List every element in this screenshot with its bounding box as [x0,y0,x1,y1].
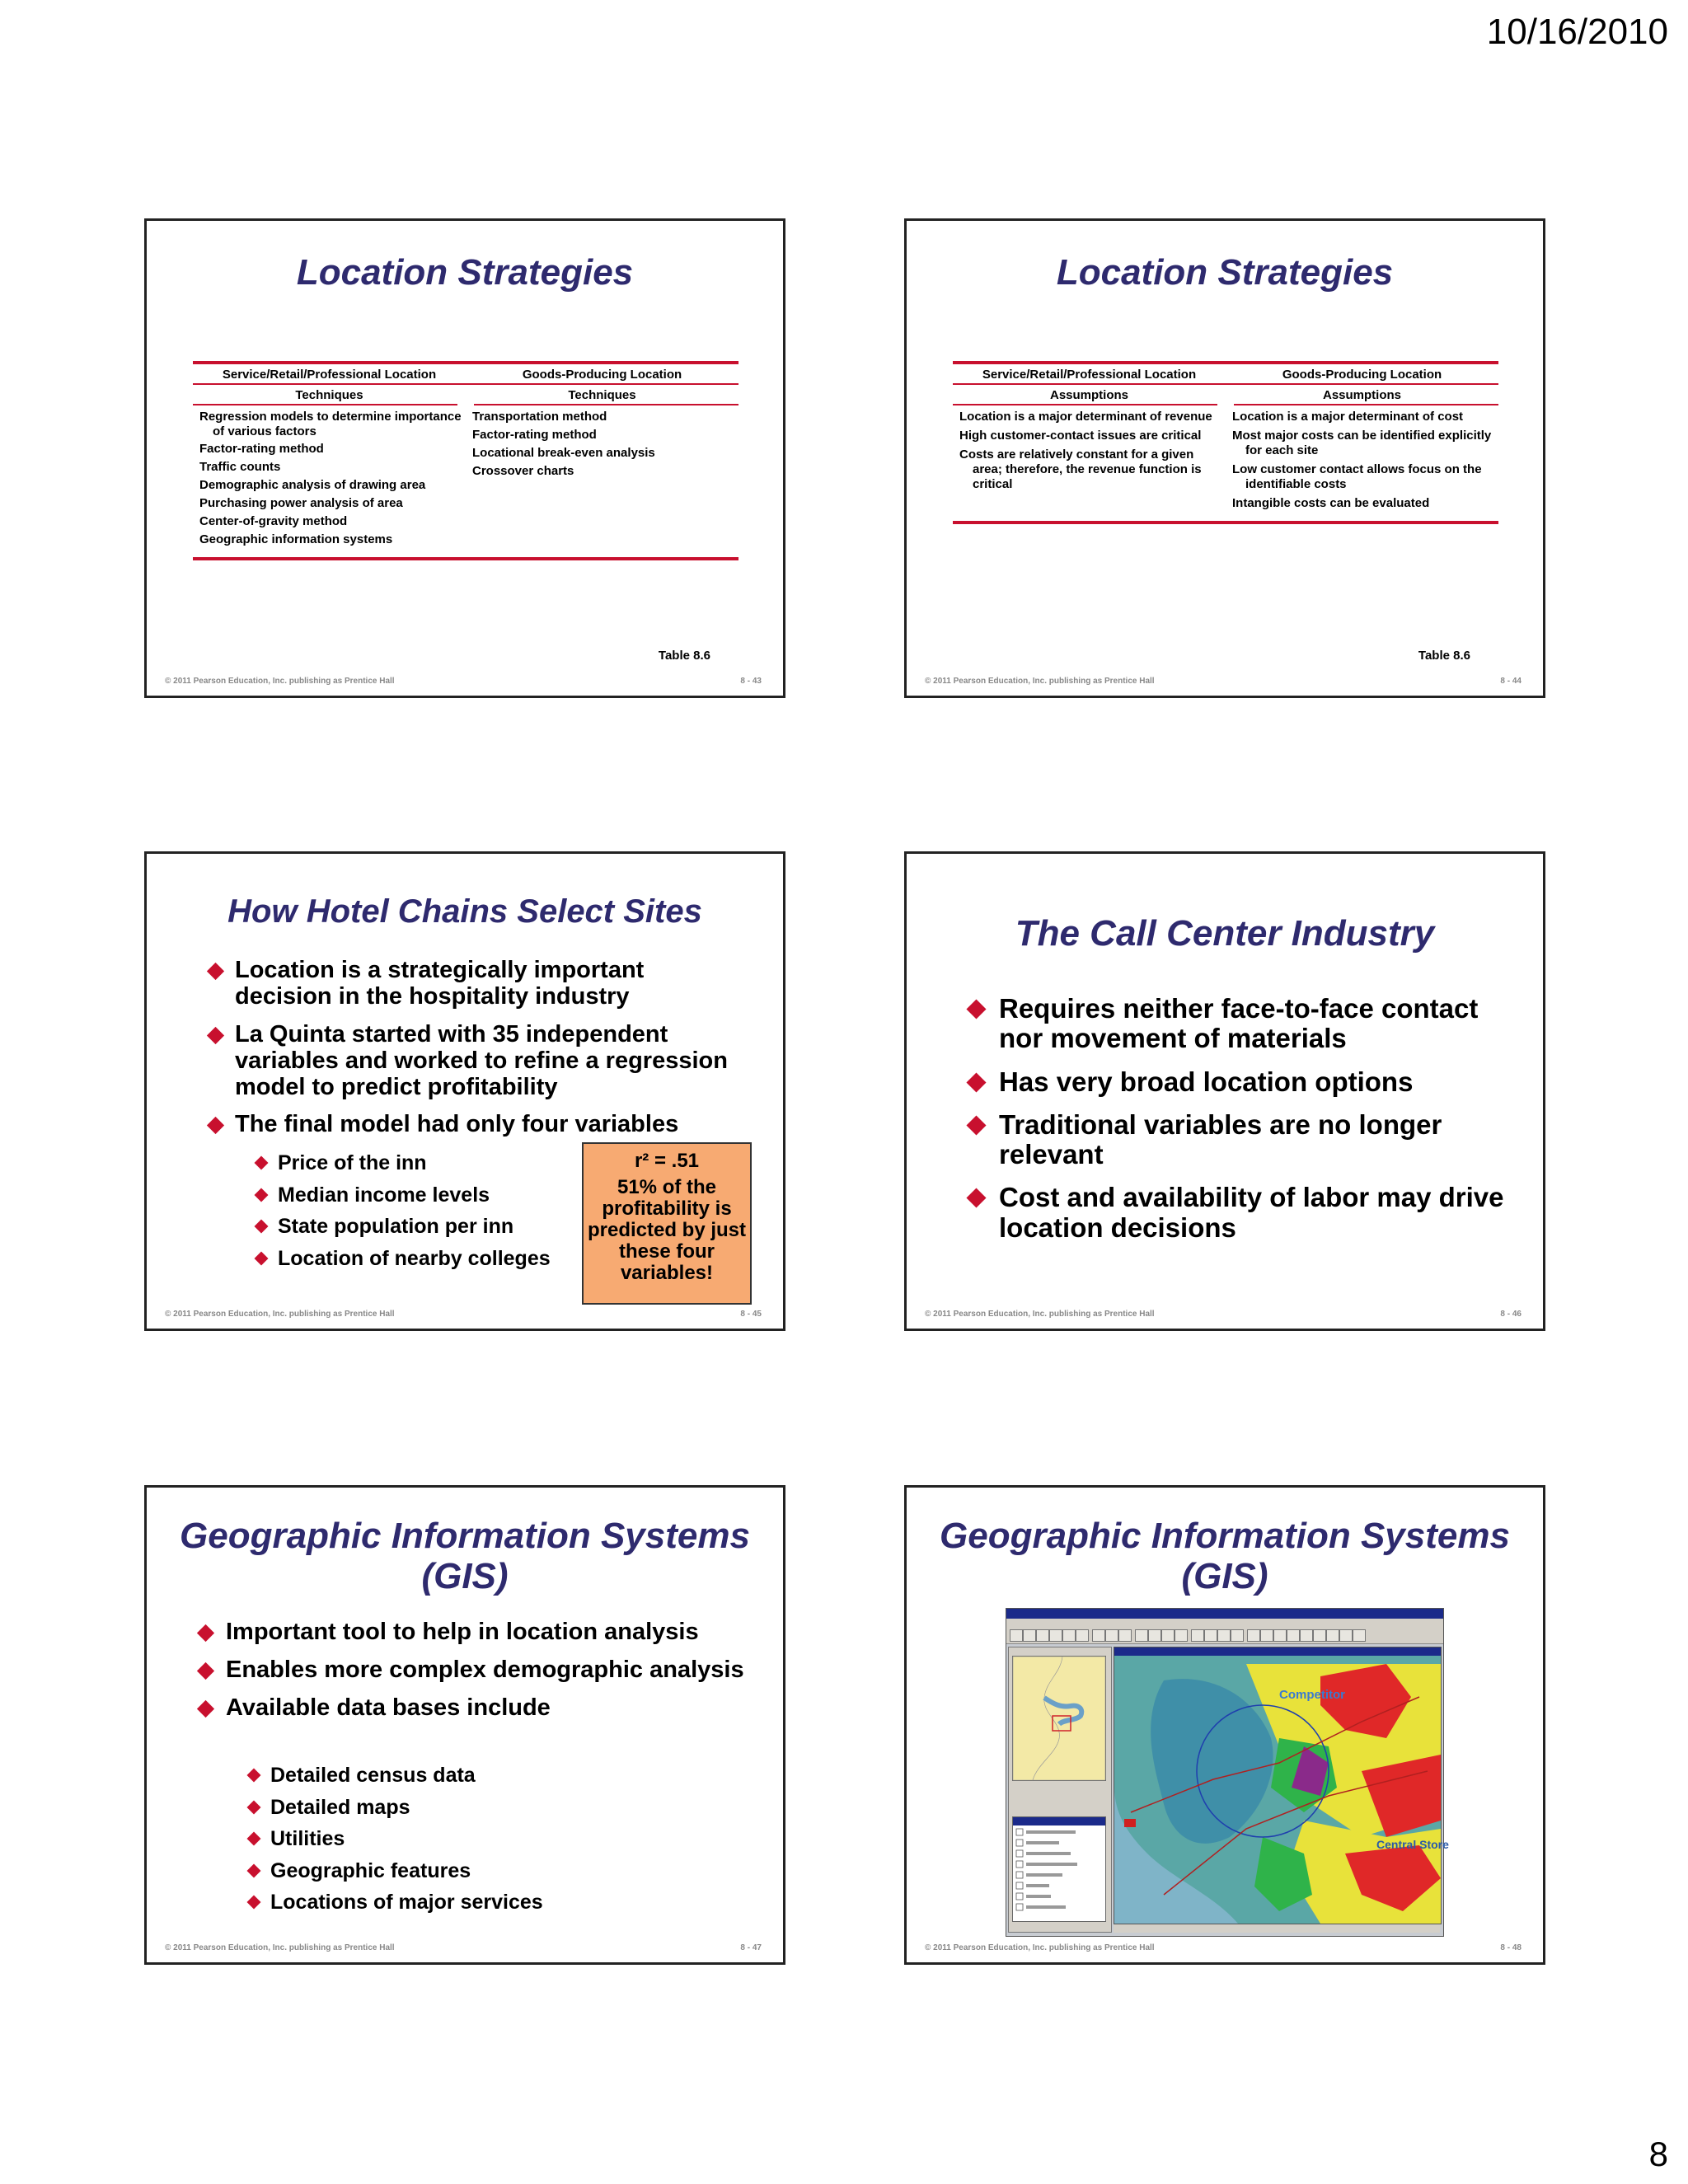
slide-title: Location Strategies [296,252,634,293]
list-item: Center-of-gravity method [199,514,348,528]
copyright-footer: © 2011 Pearson Education, Inc. publishing as Prentice Hall [925,1943,1155,1952]
bullet-list [199,1619,760,1722]
copyright-footer: © 2011 Pearson Education, Inc. publishing as Prentice Hall [925,1310,1155,1319]
list-item: Crossover charts [472,464,574,478]
list-item: Factor-rating method [199,442,324,456]
subheader-left: Techniques [295,388,363,402]
bullet-item: Cost and availability of labor may drive location decisions [969,1183,1513,1243]
list-item: Traffic counts [199,460,281,474]
callout-r-squared: r² = .51 [634,1150,700,1172]
slide-title: Geographic Information Systems (GIS) [940,1516,1510,1597]
sub-bullet-item: Detailed maps [249,1797,710,1820]
bullet-item: Important tool to help in location analysis [199,1619,760,1646]
list-item: Purchasing power analysis of area [199,496,403,510]
gis-menubar [1006,1619,1443,1627]
slide-number: 8 - 48 [1500,1943,1522,1952]
bullet-item: Has very broad location options [969,1067,1513,1097]
r-squared-callout [582,1142,752,1305]
bullet-item: Traditional variables are no longer relevant [969,1110,1513,1170]
header-left: Service/Retail/Professional Location [982,368,1197,382]
diamond-bullet-icon [197,1700,214,1718]
bullet-item: The final model had only four variables [209,1112,737,1138]
diamond-bullet-icon [247,1769,261,1783]
left-column [193,410,466,551]
diamond-bullet-icon [207,1027,224,1044]
diamond-bullet-icon [255,1188,269,1202]
bullet-item: Location is a strategically important decision in the hospitality industry [209,958,737,1010]
bullet-item: Enables more complex demographic analysis [199,1657,760,1684]
subheader-right: Techniques [568,388,636,402]
slide-gis-map [904,1485,1545,1965]
subheader-left: Assumptions [1049,388,1128,402]
diamond-bullet-icon [247,1800,261,1814]
slide-title: How Hotel Chains Select Sites [227,893,702,930]
list-item: Costs are relatively constant for a given area; therefore, the revenue function is critical [959,448,1202,491]
list-item: Intangible costs can be evaluated [1232,496,1430,510]
diamond-bullet-icon [247,1832,261,1846]
slide-gis-text [144,1485,785,1965]
list-item: High customer-contact issues are critical [959,429,1202,443]
right-column [466,410,738,551]
table-bottom-rule [953,521,1498,524]
list-item: Locational break-even analysis [472,446,655,460]
diamond-bullet-icon [197,1662,214,1680]
gis-software-screenshot [1006,1608,1449,1937]
sub-bullet-item: State population per inn [256,1216,586,1239]
sub-bullet-list [249,1765,710,1915]
subheader-right: Assumptions [1322,388,1401,402]
page-date: 10/16/2010 [1486,12,1668,52]
callout-text: 51% of the profitability is predicted by just these four variables! [587,1176,747,1284]
list-item: Factor-rating method [472,428,597,442]
list-item: Low customer contact allows focus on the identifiable costs [1232,462,1482,491]
table-subheader-row [953,385,1498,404]
slide-hotel-chains [144,851,785,1331]
header-right: Goods-Producing Location [1282,368,1442,382]
gis-statusbar [1114,1924,1440,1933]
diamond-bullet-icon [247,1896,261,1910]
copyright-footer: © 2011 Pearson Education, Inc. publishing as Prentice Hall [165,1310,395,1319]
slide-title: The Call Center Industry [1015,913,1435,954]
diamond-bullet-icon [255,1251,269,1265]
diamond-bullet-icon [255,1220,269,1234]
slide-call-center [904,851,1545,1331]
table-subheader-row [193,385,738,404]
copyright-footer: © 2011 Pearson Education, Inc. publishing as Prentice Hall [165,677,395,686]
sub-bullet-item: Geographic features [249,1860,710,1883]
slide-number: 8 - 46 [1500,1310,1522,1319]
gis-legend [1012,1816,1106,1922]
header-left: Service/Retail/Professional Location [222,368,437,382]
table-bottom-rule [193,557,738,560]
diamond-bullet-icon [207,1117,224,1134]
gis-layers-pane [1008,1647,1112,1933]
diamond-bullet-icon [966,1072,986,1092]
list-item: Transportation method [472,410,607,424]
list-item: Most major costs can be identified explicitly for each site [1232,429,1492,457]
slide-title: Geographic Information Systems (GIS) [180,1516,750,1597]
sub-bullet-item: Median income levels [256,1184,586,1207]
competitor-label: Competitor [1279,1688,1345,1702]
gis-toolbar [1006,1627,1443,1644]
diamond-bullet-icon [207,963,224,980]
list-item: Location is a major determinant of cost [1232,410,1464,424]
bullet-list [969,994,1513,1243]
gis-overview-map [1012,1656,1106,1781]
page-number: 8 [1648,2135,1668,2173]
gis-window-titlebar [1006,1609,1443,1619]
table-header-row [193,364,738,383]
table-header-row [953,364,1498,383]
slide-location-strategies-techniques [144,218,785,698]
bullet-list [209,958,737,1150]
list-item: Geographic information systems [199,532,393,546]
sub-bullet-list [256,1152,586,1270]
slide-number: 8 - 45 [740,1310,762,1319]
left-column [953,410,1226,514]
diamond-bullet-icon [247,1863,261,1877]
gis-map-view [1114,1647,1449,1924]
techniques-table [193,361,738,560]
list-item: Regression models to determine importance of various factors [199,410,462,438]
sub-bullet-item: Price of the inn [256,1152,586,1175]
sub-bullet-item: Location of nearby colleges [256,1248,586,1271]
diamond-bullet-icon [966,1115,986,1135]
slide-number: 8 - 44 [1500,677,1522,686]
header-right: Goods-Producing Location [522,368,682,382]
diamond-bullet-icon [255,1156,269,1170]
bullet-item: Available data bases include [199,1695,760,1722]
list-item: Location is a major determinant of revenue [959,410,1212,424]
diamond-bullet-icon [966,999,986,1019]
copyright-footer: © 2011 Pearson Education, Inc. publishing as Prentice Hall [165,1943,395,1952]
sub-bullet-item: Detailed census data [249,1765,710,1788]
assumptions-table [953,361,1498,524]
bullet-item: Requires neither face-to-face contact nor movement of materials [969,994,1513,1054]
slide-number: 8 - 43 [740,677,762,686]
slide-title: Location Strategies [1056,252,1394,293]
list-item: Demographic analysis of drawing area [199,478,426,492]
table-reference: Table 8.6 [1418,649,1470,663]
bullet-item: La Quinta started with 35 independent variables and worked to refine a regression model to predict profitability [209,1022,737,1101]
sub-bullet-item: Utilities [249,1828,710,1851]
central-store-label: Central Store [1376,1838,1449,1851]
diamond-bullet-icon [197,1624,214,1642]
slide-number: 8 - 47 [740,1943,762,1952]
copyright-footer: © 2011 Pearson Education, Inc. publishing as Prentice Hall [925,677,1155,686]
sub-bullet-item: Locations of major services [249,1891,710,1915]
slide-location-strategies-assumptions [904,218,1545,698]
table-reference: Table 8.6 [658,649,710,663]
diamond-bullet-icon [966,1188,986,1208]
right-column [1226,410,1498,514]
